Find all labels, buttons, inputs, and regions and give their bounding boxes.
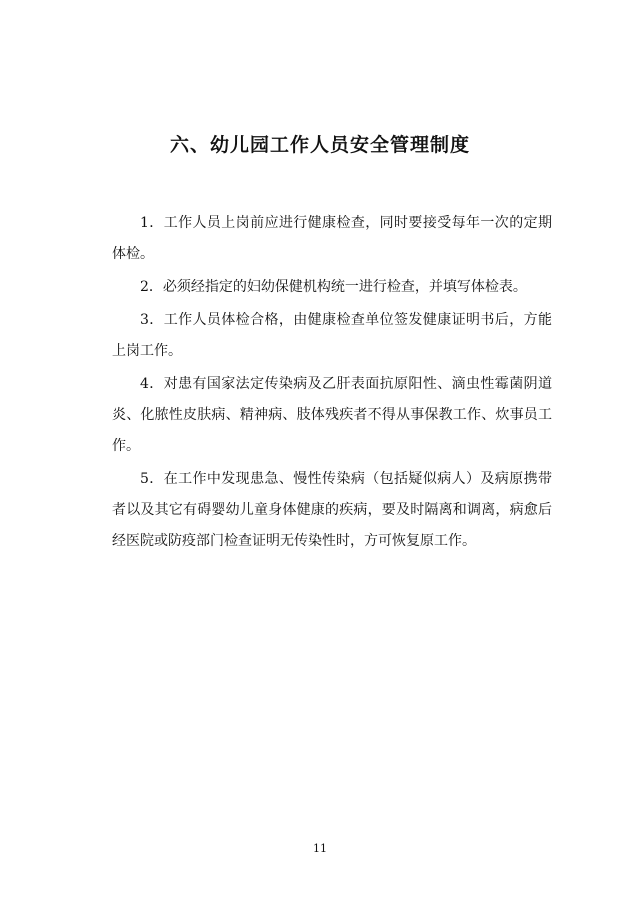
page-number: 11: [313, 842, 327, 855]
paragraph-3: 3．工作人员体检合格，由健康检查单位签发健康证明书后，方能上岗工作。: [112, 312, 552, 359]
paragraph-2: 2．必须经指定的妇幼保健机构统一进行检查，并填写体检表。: [140, 279, 527, 295]
paragraph-1: 1．工作人员上岗前应进行健康检查，同时要接受每年一次的定期体检。: [112, 215, 552, 262]
document-title: 六、幼儿园工作人员安全管理制度: [169, 134, 470, 156]
paragraph-4: 4．对患有国家法定传染病及乙肝表面抗原阳性、滴虫性霉菌阴道炎、化脓性皮肤病、精神病、肢体残疾者不得从事保教工作、炊事员工作。: [112, 376, 552, 454]
document-body: [112, 208, 552, 559]
paragraph-5: 5．在工作中发现患急、慢性传染病（包括疑似病人）及病原携带者以及其它有碍婴幼儿童身体健康的疾病，要及时隔离和调离，病愈后经医院或防疫部门检查证明无传染性时，方可恢复原工作。: [112, 471, 552, 549]
